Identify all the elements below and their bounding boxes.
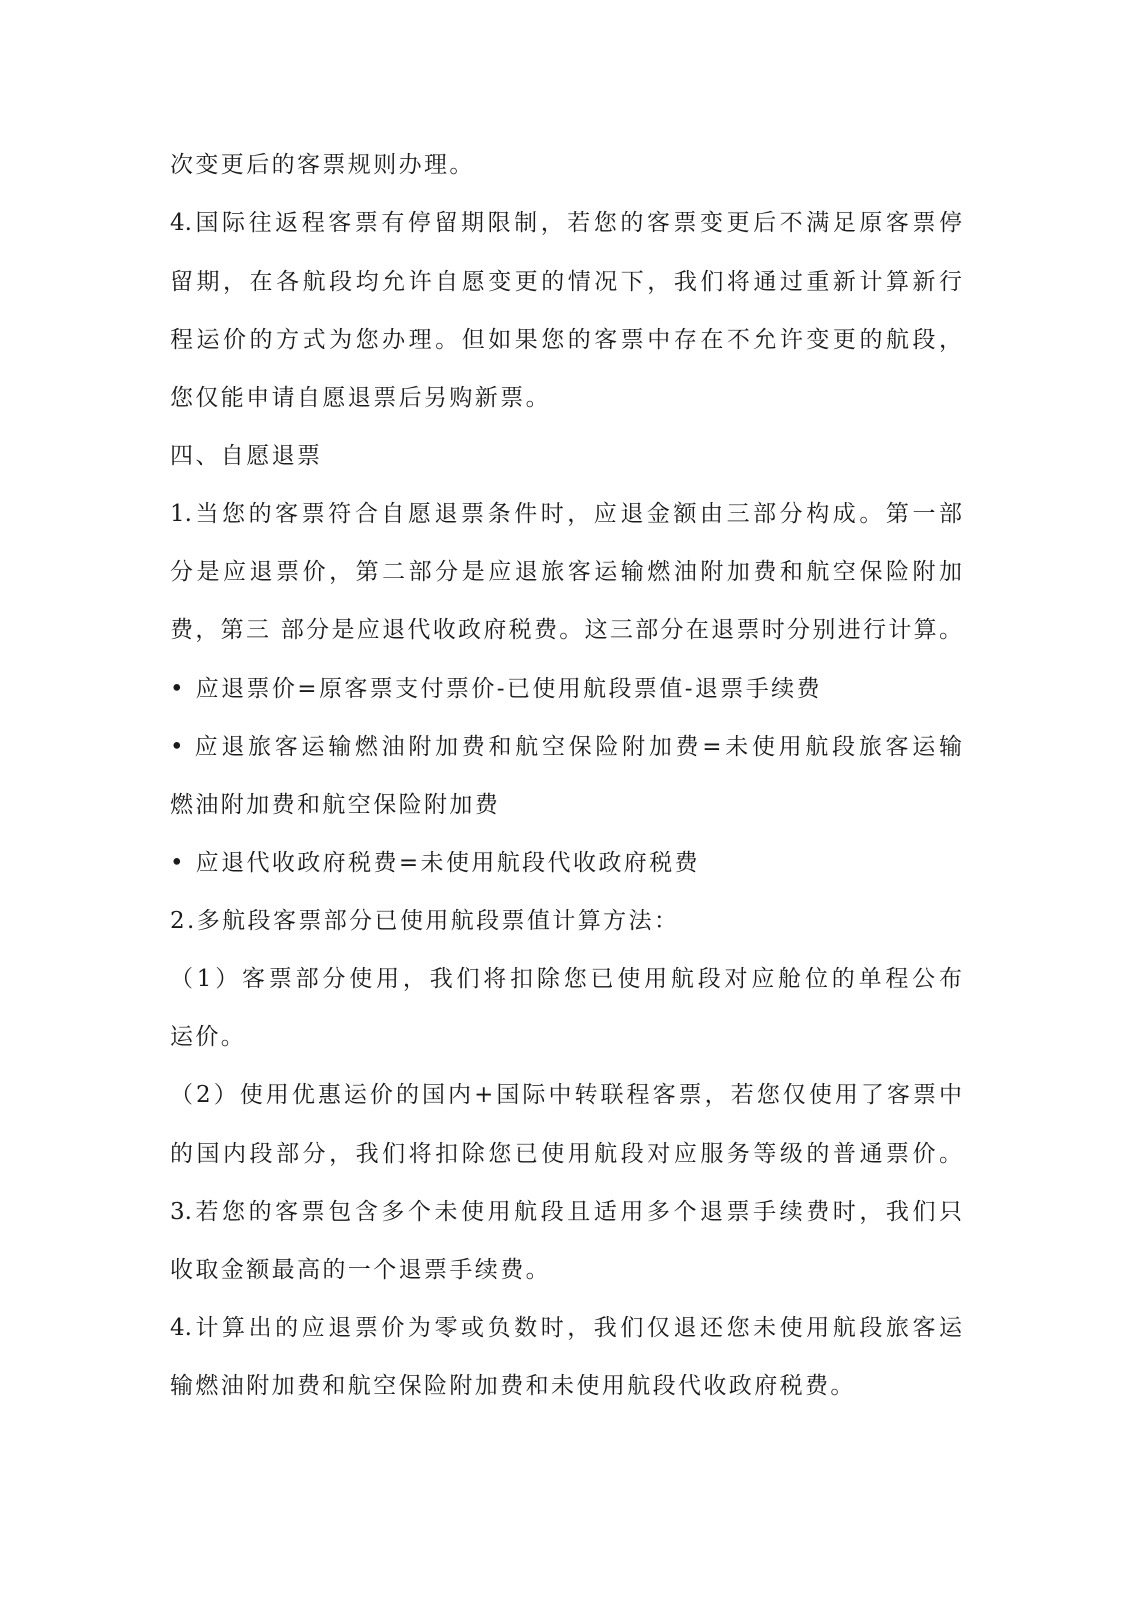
bullet-line-1: • 应退票价=原客票支付票价-已使用航段票值-退票手续费	[170, 676, 822, 702]
text-line-17: （2）使用优惠运价的国内+国际中转联程客票，若您仅使用了客票中	[170, 1082, 962, 1108]
text-line-18: 的国内段部分，我们将扣除您已使用航段对应服务等级的普通票价。	[170, 1141, 962, 1167]
text-line-8: 分是应退票价，第二部分是应退旅客运输燃油附加费和航空保险附加	[170, 559, 962, 585]
text-line-2: 4.国际往返程客票有停留期限制，若您的客票变更后不满足原客票停	[170, 210, 962, 236]
text-line-22: 输燃油附加费和航空保险附加费和未使用航段代收政府税费。	[170, 1373, 856, 1399]
text-line-15: （1）客票部分使用，我们将扣除您已使用航段对应舱位的单程公布	[170, 966, 962, 992]
text-line-3: 留期，在各航段均允许自愿变更的情况下，我们将通过重新计算新行	[170, 269, 962, 295]
text-line-9: 费，第三 部分是应退代收政府税费。这三部分在退票时分别进行计算。	[170, 617, 962, 643]
text-line-5: 您仅能申请自愿退票后另购新票。	[170, 385, 551, 411]
text-line-1: 次变更后的客票规则办理。	[170, 152, 475, 178]
bullet-line-2: • 应退旅客运输燃油附加费和航空保险附加费=未使用航段旅客运输	[170, 734, 962, 760]
text-line-14: 2.多航段客票部分已使用航段票值计算方法：	[170, 908, 680, 934]
bullet-line-3: • 应退代收政府税费=未使用航段代收政府税费	[170, 850, 700, 876]
text-line-4: 程运价的方式为您办理。但如果您的客票中存在不允许变更的航段，	[170, 327, 962, 353]
text-line-21: 4.计算出的应退票价为零或负数时，我们仅退还您未使用航段旅客运	[170, 1315, 962, 1341]
text-line-19: 3.若您的客票包含多个未使用航段且适用多个退票手续费时，我们只	[170, 1199, 962, 1225]
section-heading: 四、自愿退票	[170, 443, 323, 469]
text-line-12: 燃油附加费和航空保险附加费	[170, 792, 501, 818]
text-line-7: 1.当您的客票符合自愿退票条件时，应退金额由三部分构成。第一部	[170, 501, 962, 527]
text-line-16: 运价。	[170, 1024, 247, 1050]
text-line-20: 收取金额最高的一个退票手续费。	[170, 1257, 551, 1283]
